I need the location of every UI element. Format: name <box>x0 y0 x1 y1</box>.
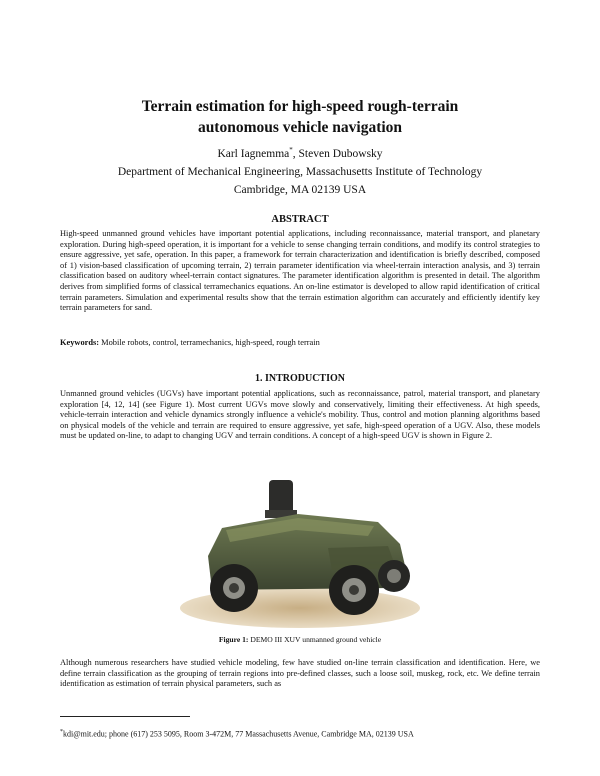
affiliation-line-2: Cambridge, MA 02139 USA <box>233 184 367 196</box>
figure-1-caption-text: DEMO III XUV unmanned ground vehicle <box>248 635 382 644</box>
intro-paragraph-1: Unmanned ground vehicles (UGVs) have important potential applications, such as reconnaissance, patrol, material transport, and planetary exploration [4, 12, 14] (see Figure 1). Most current UGVs move slowly and conservatively, limiting their effectiveness. At high speeds, vehicle-terrain interaction and vehicle dynamics strongly influence a vehicle's mobility. Thus, control and motion planning algorithms based on physical models of the vehicle and terrain are required to ensure aggressive, yet safe, high-speed operation of a UGV. Also, these models must be updated on-line, to adapt to changing UGV and terrain conditions. A concept of a high-speed UGV is shown in Figure 2. <box>60 389 540 441</box>
footnote <box>60 729 540 739</box>
affiliation-line-1: Department of Mechanical Engineering, Massachusetts Institute of Technology <box>117 166 483 178</box>
intro-paragraph-2: Although numerous researchers have studied vehicle modeling, few have studied on-line terrain classification and identification. Here, we define terrain classification as the grouping of terrain regions into pre-defined classes, such a loose soil, muskeg, rock, etc. We define terrain identification as estimation of terrain physical parameters, such as <box>60 658 540 689</box>
affiliation <box>60 163 540 199</box>
keywords-label: Keywords: <box>60 338 100 347</box>
keywords <box>60 338 540 347</box>
figure-1-image <box>178 470 422 630</box>
author-list <box>60 146 540 160</box>
author-footnote-mark: * <box>289 146 293 154</box>
figure-1-label: Figure 1: <box>218 635 249 644</box>
abstract-text: High-speed unmanned ground vehicles have important potential applications, including reconnaissance, material transport, and planetary exploration. During high-speed operation, it is important for a vehicle to sense changing terrain conditions, and modify its control strategies to ensure aggressive, yet safe, operation. In this paper, a framework for terrain characterization and identification is briefly described, composed of 1) vision-based classification of upcoming terrain, 2) terrain parameter identification via wheel-terrain interaction analysis, and 3) terrain classification based on auditory wheel-terrain contact signatures. The parameter identification algorithm is presented in detail. The algorithm derives from simplified forms of classical terramechanics equations. An on-line estimator is developed to allow rapid identification of critical terrain parameters. Simulation and experimental results show that the terrain estimation algorithm can accurately and efficiently identify key terrain parameters for sand. <box>60 229 540 313</box>
footnote-divider <box>60 716 190 717</box>
vehicle-illustration <box>178 470 422 630</box>
figure-1-caption <box>60 635 540 644</box>
author-1: Karl Iagnemma <box>217 147 290 160</box>
section-1-heading: 1. INTRODUCTION <box>254 373 345 384</box>
abstract-heading: ABSTRACT <box>271 214 329 225</box>
paper-title <box>60 96 540 138</box>
title-line-2: autonomous vehicle navigation <box>197 119 403 136</box>
footnote-text: kdi@mit.edu; phone (617) 253 5095, Room 3-472M, 77 Massachusetts Avenue, Cambridge MA, 02139 USA <box>63 729 414 739</box>
author-2: , Steven Dubowsky <box>292 147 383 160</box>
keywords-text: Mobile robots, control, terramechanics, high-speed, rough terrain <box>99 338 320 347</box>
footnote-mark: * <box>60 729 63 735</box>
title-line-1: Terrain estimation for high-speed rough-terrain <box>141 98 459 115</box>
